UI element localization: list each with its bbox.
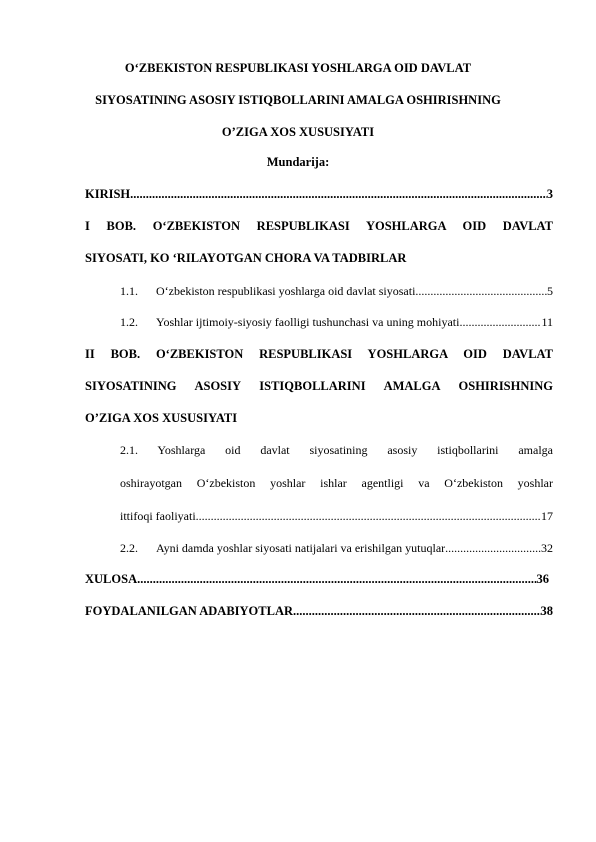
dot-leader (415, 284, 547, 299)
toc-section-2-1-line-2[interactable]: oshirayotgan O‘zbekiston yoshlar ishlar agentligi va O‘zbekiston yoshlar (120, 476, 553, 490)
toc-entry-adabiyotlar[interactable] (85, 604, 553, 619)
toc-section-number: 1.1. (120, 284, 138, 298)
toc-page-number: 17 (541, 509, 553, 523)
toc-entry-label: FOYDALANILGAN ADABIYOTLAR (85, 604, 294, 618)
toc-chapter-1-title-line-1[interactable]: I BOB. O‘ZBEKISTON RESPUBLIKASI YOSHLARGA OID DAVLAT (85, 219, 553, 233)
toc-section-number: 2.2. (120, 541, 138, 555)
toc-entry-label: XULOSA (85, 572, 138, 586)
toc-chapter-2-title-line-2[interactable]: SIYOSATINING ASOSIY ISTIQBOLLARINI AMALGA OSHIRISHNING (85, 379, 553, 393)
toc-section-label: ittifoqi faoliyati (120, 509, 196, 523)
dot-leader (137, 572, 536, 587)
toc-chapter-2-title-line-3[interactable]: O’ZIGA XOS XUSUSIYATI (85, 411, 238, 425)
toc-entry-label: KIRISH (85, 187, 131, 201)
toc-chapter-2-title-line-1[interactable]: II BOB. O‘ZBEKISTON RESPUBLIKASI YOSHLARGA OID DAVLAT (85, 347, 553, 361)
toc-page-number: 36 (536, 572, 549, 586)
toc-section-number: 1.2. (120, 315, 138, 329)
toc-page-number: 5 (547, 284, 553, 298)
dot-leader (293, 604, 540, 619)
toc-page-number: 32 (541, 541, 553, 555)
toc-chapter-1-title-line-2[interactable]: SIYOSATI, KO ‘RILAYOTGAN CHORA VA TADBIRLAR (85, 251, 407, 265)
toc-section-label: Yoshlar ijtimoiy-siyosiy faolligi tushunchasi va uning mohiyati (156, 315, 460, 329)
toc-section-2-2[interactable] (120, 541, 553, 556)
toc-section-label: Ayni damda yoshlar siyosati natijalari va erishilgan yutuqlar (156, 541, 446, 555)
contents-heading: Mundarija: (266, 155, 330, 169)
dot-leader (130, 187, 547, 202)
dot-leader (445, 541, 541, 556)
document-title-line-2: SIYOSATINING ASOSIY ISTIQBOLLARINI AMALGA OSHIRISHNING (95, 93, 501, 107)
toc-section-2-1-line-1[interactable]: 2.1. Yoshlarga oid davlat siyosatining asosiy istiqbollarini amalga (120, 443, 553, 457)
toc-section-1-1[interactable] (120, 284, 553, 299)
toc-page-number: 3 (546, 187, 553, 201)
toc-section-1-2[interactable] (120, 315, 553, 330)
document-title-line-1: O‘ZBEKISTON RESPUBLIKASI YOSHLARGA OID DAVLAT (124, 61, 472, 75)
document-title-line-3: O’ZIGA XOS XUSUSIYATI (221, 125, 375, 139)
dot-leader (196, 509, 541, 524)
toc-section-2-1-line-3[interactable] (120, 509, 553, 524)
toc-entry-xulosa[interactable] (85, 572, 549, 587)
toc-section-label: O‘zbekiston respublikasi yoshlarga oid davlat siyosati (156, 284, 416, 298)
toc-entry-kirish[interactable] (85, 187, 553, 202)
dot-leader (459, 315, 541, 330)
toc-page-number: 38 (540, 604, 553, 618)
toc-page-number: 11 (541, 315, 553, 329)
